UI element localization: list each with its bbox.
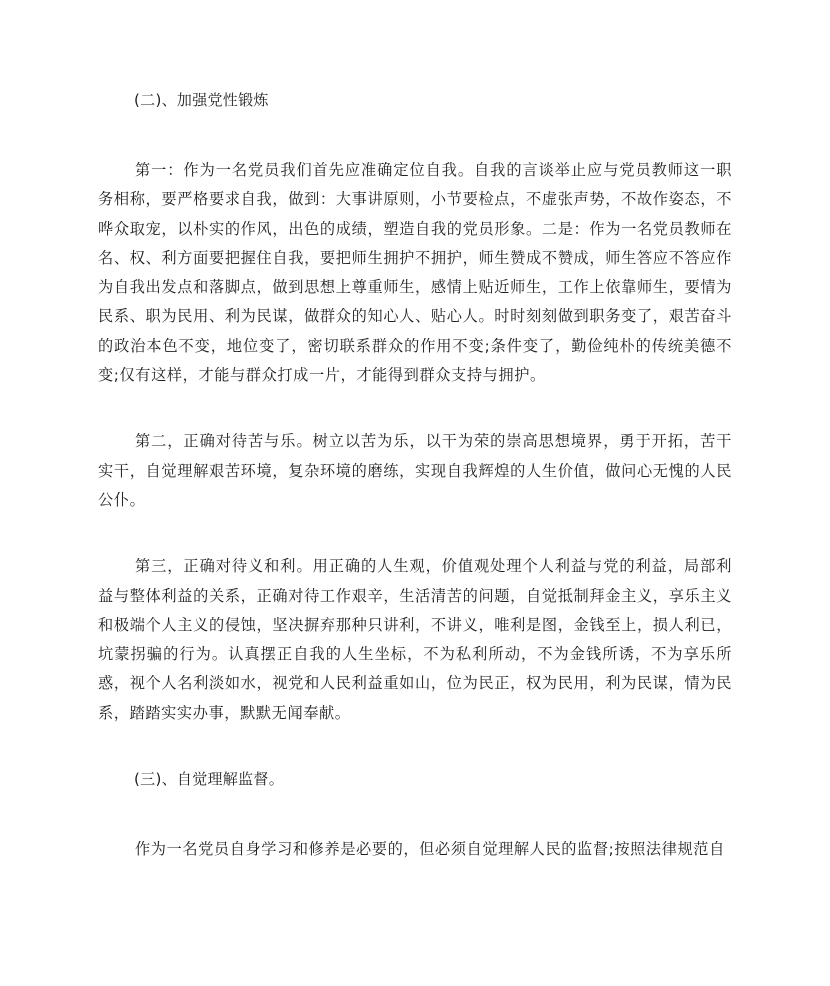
section-heading-3: (三)、自觉理解监督。 — [134, 770, 285, 789]
paragraph-fourth: 作为一名党员自身学习和修养是必要的，但必须自觉理解人民的监督;按照法律规范自 — [135, 840, 725, 859]
document-body — [98, 86, 732, 864]
paragraph-third: 第三，正确对待义和利。用正确的人生观，价值观处理个人利益与党的利益，局部利益与整体利益的关系，正确对待工作艰辛，生活清苦的问题，自觉抵制拜金主义，享乐主义和极端个人主义的侵蚀，坚决摒弃那种只讲利，不讲义，唯利是图，金钱至上，损人利已，坑蒙拐骗的行为。认真摆正自我的人生坐标，不为私利所动，不为金钱所诱，不为享乐所惑，视个人名利淡如水，视党和人民利益重如山，位为民正，权为民用，利为民谋，情为民系，踏踏实实办事，默默无闻奉献。 — [98, 557, 732, 722]
paragraph-first: 第一：作为一名党员我们首先应准确定位自我。自我的言谈举止应与党员教师这一职务相称，要严格要求自我，做到：大事讲原则，小节要检点，不虚张声势，不故作姿态，不哗众取宠，以朴实的作风，出色的成绩，塑造自我的党员形象。二是：作为一名党员教师在名、权、利方面要把握住自我，要把师生拥护不拥护，师生赞成不赞成，师生答应不答应作为自我出发点和落脚点，做到思想上尊重师生，感情上贴近师生，工作上依靠师生，要情为民系、职为民用、利为民谋，做群众的知心人、贴心人。时时刻刻做到职务变了，艰苦奋斗的政治本色不变，地位变了，密切联系群众的作用不变;条件变了，勤俭纯朴的传统美德不变;仅有这样，才能与群众打成一片，才能得到群众支持与拥护。 — [98, 161, 732, 385]
paragraph-second: 第二，正确对待苦与乐。树立以苦为乐，以干为荣的崇高思想境界，勇于开拓，苦干实干，自觉理解艰苦环境，复杂环境的磨练，实现自我辉煌的人生价值，做问心无愧的人民公仆。 — [98, 432, 732, 509]
section-heading-2: (二)、加强党性锻炼 — [134, 91, 269, 109]
